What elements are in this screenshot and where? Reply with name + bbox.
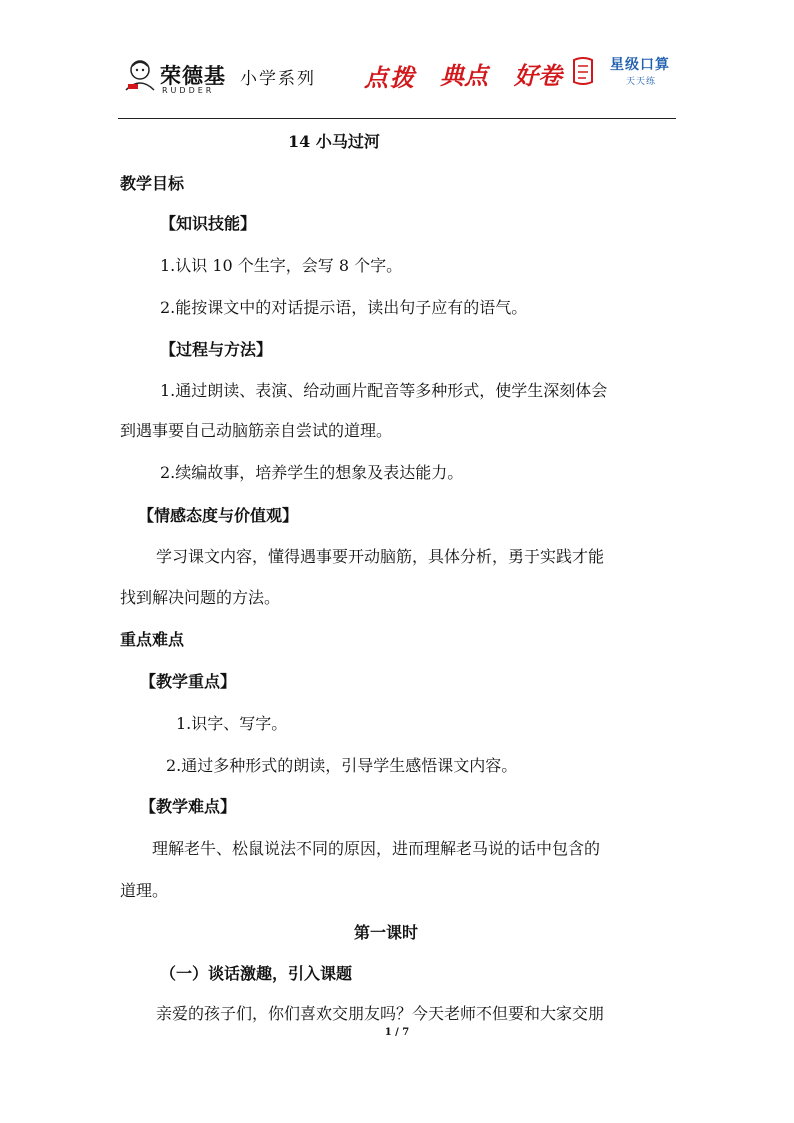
- haojuan-logo: 好卷: [514, 62, 562, 90]
- part1-heading: （一）谈话激趣，引入课题: [160, 964, 353, 983]
- key-heading: 【教学重点】: [140, 672, 237, 691]
- scroll-icon: [570, 56, 596, 86]
- process-item-line: 到遇事要自己动脑筋亲自尝试的道理。: [120, 421, 393, 440]
- difficult-line: 道理。: [120, 881, 169, 900]
- dianbo-logo: 点拨: [364, 64, 416, 92]
- brand-series: 小学系列: [240, 69, 316, 89]
- keypoints-heading: 重点难点: [120, 630, 185, 649]
- header-divider: [118, 118, 676, 119]
- brand-portrait-logo: [122, 56, 158, 92]
- process-item: 2.续编故事，培养学生的想象及表达能力。: [160, 463, 464, 482]
- knowledge-item: 2.能按课文中的对话提示语，读出句子应有的语气。: [160, 298, 528, 317]
- process-heading: 【过程与方法】: [160, 340, 273, 359]
- lesson-title: 14 小马过河: [288, 132, 380, 151]
- key-item: 2.通过多种形式的朗读，引导学生感悟课文内容。: [166, 756, 518, 775]
- page-header: [118, 50, 678, 118]
- xingji-kousuan-logo: 星级口算: [610, 57, 670, 73]
- knowledge-item: 1.认识 10 个生字，会写 8 个字。: [160, 256, 403, 275]
- difficult-line: 理解老牛、松鼠说法不同的原因，进而理解老马说的话中包含的: [152, 839, 601, 858]
- page-number: 1 / 7: [384, 1027, 410, 1038]
- brand-english-name: RUDDER: [162, 86, 215, 95]
- key-item: 1.识字、写字。: [176, 714, 288, 733]
- emotion-line: 学习课文内容，懂得遇事要开动脑筋，具体分析，勇于实践才能: [156, 547, 605, 566]
- brand-name: 荣德基: [160, 64, 226, 88]
- goals-heading: 教学目标: [120, 174, 185, 193]
- process-item-line: 1.通过朗读、表演、给动画片配音等多种形式，使学生深刻体会: [160, 381, 608, 400]
- tiantianlian-logo: 天天练: [626, 77, 657, 87]
- part1-line: 亲爱的孩子们，你们喜欢交朋友吗？今天老师不但要和大家交朋: [156, 1004, 605, 1023]
- difficult-heading: 【教学难点】: [140, 797, 237, 816]
- knowledge-heading: 【知识技能】: [160, 214, 257, 233]
- diandian-logo: 典点: [440, 62, 488, 90]
- lesson-period-heading: 第一课时: [354, 923, 419, 942]
- emotion-line: 找到解决问题的方法。: [120, 588, 281, 607]
- emotion-heading: 【情感态度与价值观】: [138, 506, 299, 525]
